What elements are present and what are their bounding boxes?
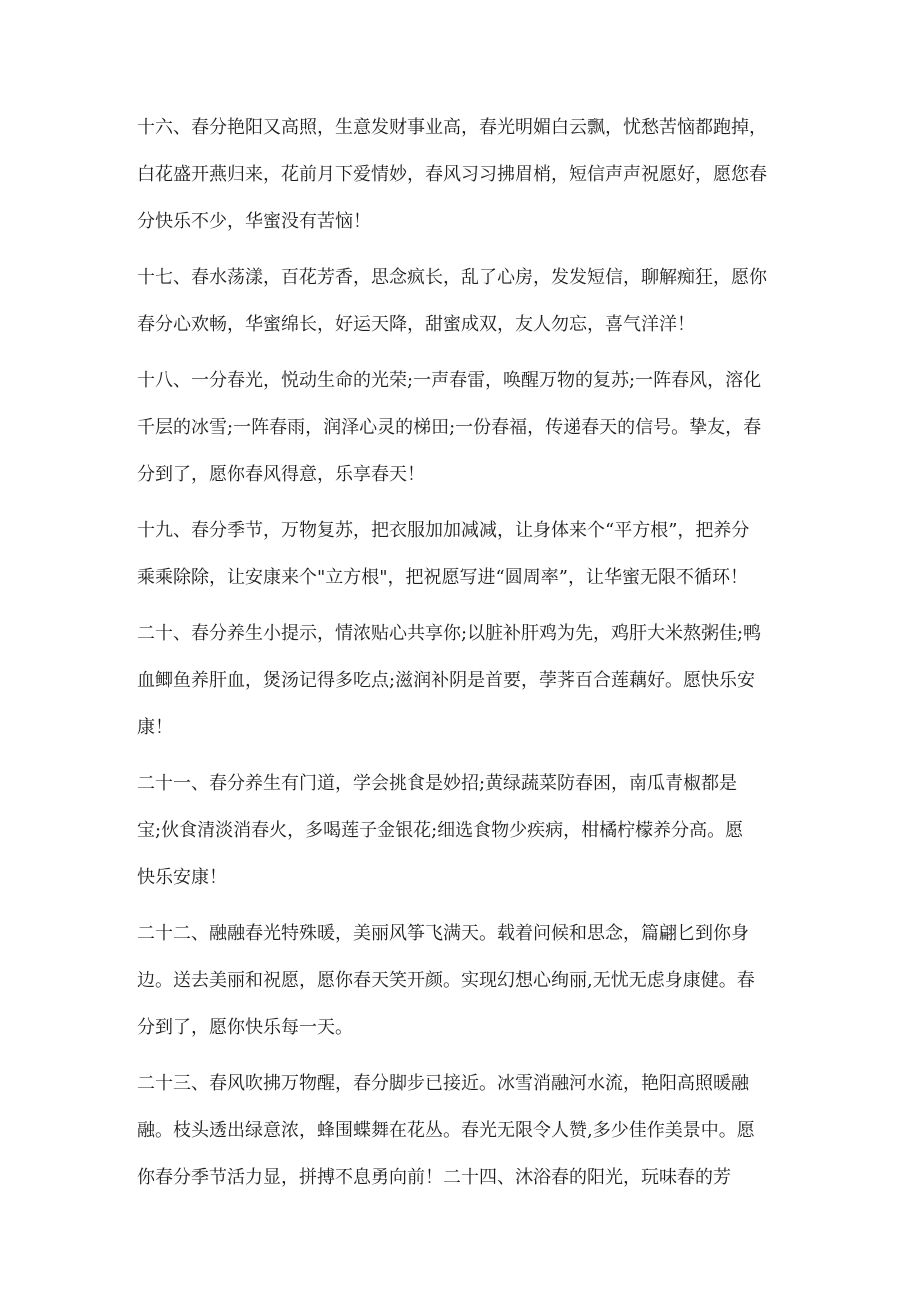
text-line: 二十一、春分养生有门道，学会挑食是妙招;黄绿蔬菜防春困，南瓜青椒都是 <box>137 773 738 794</box>
paragraph-23 <box>137 1060 785 1201</box>
paragraph-17 <box>137 254 785 348</box>
text-line: 快乐安康！ <box>137 867 227 888</box>
paragraph-18 <box>137 357 785 498</box>
text-line: 白花盛开燕归来，花前月下爱情妙，春风习习拂眉梢，短信声声祝愿好，愿您春 <box>137 164 767 185</box>
text-line: 十六、春分艳阳又高照，生意发财事业高，春光明媚白云飘，忧愁苦恼都跑掉， <box>137 117 767 138</box>
text-line: 你春分季节活力显，拼搏不息勇向前！二十四、沐浴春的阳光，玩味春的芳 <box>137 1167 731 1188</box>
text-line: 康！ <box>137 717 173 738</box>
paragraph-22 <box>137 910 785 1051</box>
text-line: 二十二、融融春光特殊暖，美丽风筝飞满天。载着问候和思念，篇翩匕到你身 <box>137 923 749 944</box>
text-line: 边。送去美丽和祝愿，愿你春天笑开颜。实现幻想心绚丽,无忧无虑身康健。春 <box>137 970 755 991</box>
text-line: 融。枝头透出绿意浓，蜂围蝶舞在花丛。春光无限令人赞,多少佳作美景中。愿 <box>137 1120 755 1141</box>
paragraph-21 <box>137 760 785 901</box>
paragraph-20 <box>137 610 785 751</box>
text-line: 十九、春分季节，万物复苏，把衣服加加减减，让身体来个“平方根”，把养分 <box>137 520 750 541</box>
paragraph-16 <box>137 104 785 245</box>
text-line: 十八、一分春光，悦动生命的光荣;一声春雷，唤醒万物的复苏;一阵春风，溶化 <box>137 370 762 391</box>
text-line: 二十三、春风吹拂万物醒，春分脚步已接近。冰雪消融河水流，艳阳高照暖融 <box>137 1073 749 1094</box>
text-line: 分到了，愿你快乐每一天。 <box>137 1017 353 1038</box>
text-line: 春分心欢畅，华蜜绵长，好运天降，甜蜜成双，友人勿忘，喜气洋洋！ <box>137 314 695 335</box>
text-line: 十七、春水荡漾，百花芳香，思念疯长，乱了心房，发发短信，聊解痴狂，愿你 <box>137 267 767 288</box>
text-line: 血鲫鱼养肝血，煲汤记得多吃点;滋润补阴是首要，荸荠百合莲藕好。愿快乐安 <box>137 670 756 691</box>
text-line: 二十、春分养生小提示，情浓贴心共享你;以脏补肝鸡为先，鸡肝大米熬粥佳;鸭 <box>137 623 762 644</box>
paragraph-19 <box>137 507 785 601</box>
text-line: 千层的冰雪;一阵春雨，润泽心灵的梯田;一份春福，传递春天的信号。挚友，春 <box>137 417 762 438</box>
document-body <box>137 104 785 1210</box>
text-line: 乘乘除除，让安康来个"立方根"，把祝愿写进“圆周率”，让华蜜无限不循环！ <box>137 567 748 588</box>
text-line: 分到了，愿你春风得意，乐享春天！ <box>137 464 425 485</box>
text-line: 分快乐不少，华蜜没有苦恼！ <box>137 211 371 232</box>
text-line: 宝;伙食清淡消春火，多喝莲子金银花;细选食物少疾病，柑橘柠檬养分高。愿 <box>137 820 744 841</box>
